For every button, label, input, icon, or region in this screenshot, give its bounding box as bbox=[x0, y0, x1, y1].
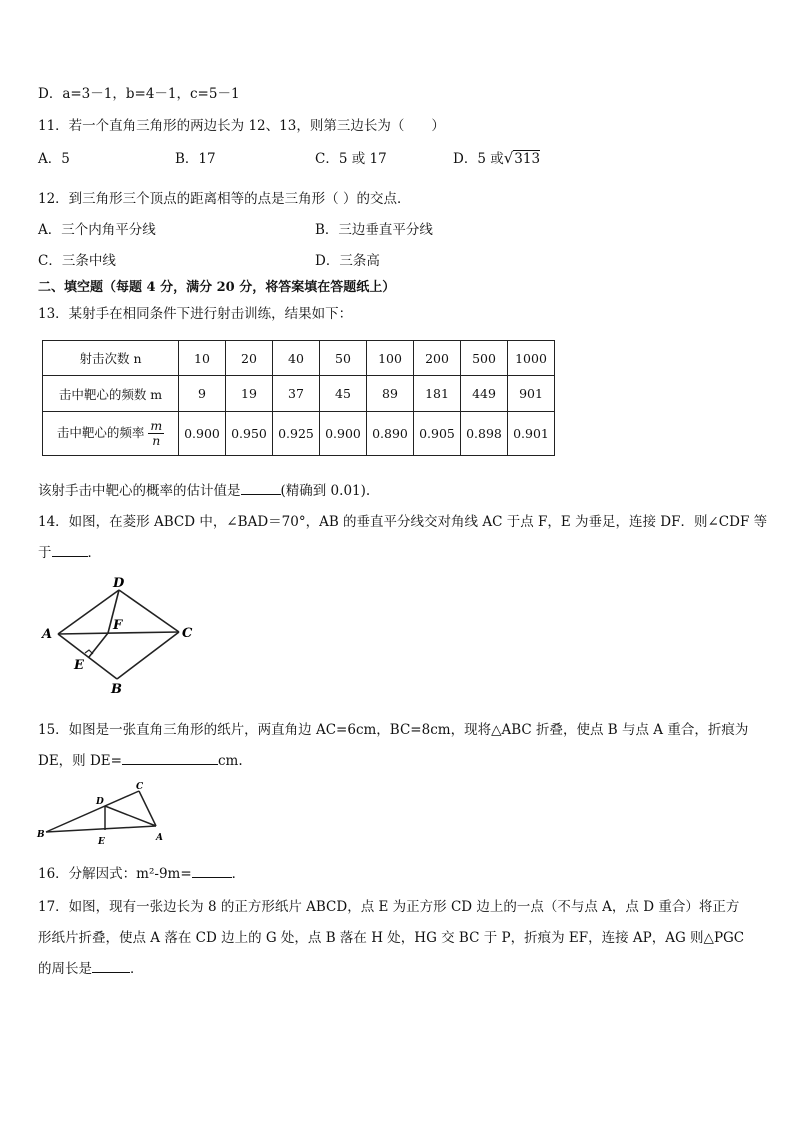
q14-line1: 14．如图，在菱形 ABCD 中，∠BAD＝70°，AB 的垂直平分线交对角线 AC 于点 F，E 为垂足，连接 DF．则∠CDF 等 bbox=[38, 514, 768, 530]
q12-option-d: D．三条高 bbox=[315, 253, 380, 269]
fraction-m-over-n bbox=[148, 419, 164, 448]
label-a: A bbox=[42, 627, 53, 642]
label-b: B bbox=[111, 682, 122, 697]
right-angle-mark bbox=[85, 650, 93, 654]
q11-option-d-label: D．5 或 bbox=[453, 151, 504, 167]
q17-line1: 17．如图，现有一张边长为 8 的正方形纸片 ABCD，点 E 为正方形 CD 边上的一点（不与点 A，点 D 重合）将正方 bbox=[38, 899, 740, 915]
label-e: E bbox=[98, 837, 105, 847]
q13-answer-blank[interactable] bbox=[241, 480, 281, 495]
edge-cb bbox=[117, 632, 179, 679]
table-row bbox=[43, 412, 555, 456]
fraction-numerator: m bbox=[150, 418, 163, 433]
table-cell: 0.900 bbox=[179, 412, 226, 456]
row-label-frequency bbox=[43, 412, 179, 456]
q16-answer-blank[interactable] bbox=[192, 863, 232, 878]
q15-line1: 15．如图是一张直角三角形的纸片，两直角边 AC=6cm，BC=8cm，现将△ABC 折叠，使点 B 与点 A 重合，折痕为 bbox=[38, 722, 749, 738]
table-cell: 45 bbox=[320, 376, 367, 412]
table-cell: 20 bbox=[226, 341, 273, 376]
frequency-table bbox=[42, 340, 555, 456]
table-cell: 89 bbox=[367, 376, 414, 412]
fraction-denominator: n bbox=[152, 433, 161, 448]
q17-line3-post: ． bbox=[130, 961, 144, 977]
q14-line2-pre: 于 bbox=[38, 545, 52, 561]
table-row bbox=[43, 376, 555, 412]
q10-option-d: D．a=3－1，b=4－1，c=5－1 bbox=[38, 86, 240, 102]
q11-option-b: B．17 bbox=[175, 151, 216, 167]
q15-line2-pre: DE，则 DE= bbox=[38, 753, 122, 769]
q17-line3 bbox=[38, 957, 144, 977]
table-cell: 40 bbox=[273, 341, 320, 376]
table-row bbox=[43, 341, 555, 376]
table-cell: 0.925 bbox=[273, 412, 320, 456]
q12-option-c: C．三条中线 bbox=[38, 253, 116, 269]
table-cell: 181 bbox=[414, 376, 461, 412]
triangle-figure bbox=[34, 780, 174, 850]
q13-answer-post: (精确到 0.01). bbox=[280, 483, 371, 499]
table-cell: 0.950 bbox=[226, 412, 273, 456]
table-cell: 200 bbox=[414, 341, 461, 376]
label-d: D bbox=[96, 797, 104, 807]
table-cell: 50 bbox=[320, 341, 367, 376]
q12-stem: 12．到三角形三个顶点的距离相等的点是三角形（ ）的交点． bbox=[38, 191, 411, 207]
label-f: F bbox=[113, 618, 123, 633]
sqrt-sign: √ bbox=[503, 149, 514, 167]
label-d: D bbox=[113, 576, 125, 591]
row-label-m: 击中靶心的频数 m bbox=[43, 376, 179, 412]
q16-post: ． bbox=[231, 866, 246, 882]
label-e: E bbox=[74, 658, 84, 673]
table-cell: 1000 bbox=[508, 341, 555, 376]
table-cell: 9 bbox=[179, 376, 226, 412]
q15-line2-post: cm. bbox=[217, 753, 243, 769]
table-cell: 37 bbox=[273, 376, 320, 412]
label-c: C bbox=[182, 626, 193, 641]
q15-answer-blank[interactable] bbox=[122, 750, 218, 765]
q17-line3-pre: 的周长是 bbox=[38, 961, 92, 977]
table-cell: 0.901 bbox=[508, 412, 555, 456]
label-a: A bbox=[156, 833, 163, 843]
q11-sqrt-value: 313 bbox=[514, 151, 541, 167]
q13-answer-line bbox=[38, 479, 370, 499]
q16-line bbox=[38, 862, 245, 882]
rhombus-figure bbox=[36, 572, 206, 700]
q17-line2: 形纸片折叠，使点 A 落在 CD 边上的 G 处，点 B 落在 H 处，HG 交 BC 于 P，折痕为 EF，连接 AP，AG 则△PGC bbox=[38, 930, 745, 946]
table-cell: 901 bbox=[508, 376, 555, 412]
row-label-frequency-text: 击中靶心的频率 bbox=[56, 425, 145, 440]
table-cell: 0.905 bbox=[414, 412, 461, 456]
edge-ba bbox=[46, 826, 156, 832]
row-label-n: 射击次数 n bbox=[43, 341, 179, 376]
label-b: B bbox=[37, 830, 45, 840]
edge-dc bbox=[119, 590, 179, 632]
table-cell: 500 bbox=[461, 341, 508, 376]
table-cell: 0.890 bbox=[367, 412, 414, 456]
q11-option-a: A．5 bbox=[38, 151, 70, 167]
q14-answer-blank[interactable] bbox=[52, 542, 88, 557]
q16-pre: 16．分解因式：m²-9m= bbox=[38, 866, 192, 882]
edge-bc bbox=[46, 791, 139, 832]
table-cell: 10 bbox=[179, 341, 226, 376]
q11-option-c: C．5 或 17 bbox=[315, 151, 387, 167]
q12-option-a: A．三个内角平分线 bbox=[38, 222, 156, 238]
table-cell: 449 bbox=[461, 376, 508, 412]
q14-line2 bbox=[38, 541, 101, 561]
table-cell: 0.898 bbox=[461, 412, 508, 456]
table-cell: 100 bbox=[367, 341, 414, 376]
table-cell: 0.900 bbox=[320, 412, 367, 456]
q17-answer-blank[interactable] bbox=[92, 958, 130, 973]
q14-line2-post: ． bbox=[87, 545, 101, 561]
section-title: 二、填空题（每题 4 分，满分 20 分，将答案填在答题纸上） bbox=[38, 280, 396, 295]
table-cell: 19 bbox=[226, 376, 273, 412]
label-c: C bbox=[136, 782, 144, 792]
q13-answer-pre: 该射手击中靶心的概率的估计值是 bbox=[38, 483, 241, 499]
q12-option-b: B．三边垂直平分线 bbox=[315, 222, 433, 238]
q15-line2 bbox=[38, 749, 243, 769]
q13-stem: 13．某射手在相同条件下进行射击训练，结果如下： bbox=[38, 306, 353, 322]
edge-ba bbox=[58, 634, 117, 679]
q11-option-d bbox=[453, 147, 540, 167]
q11-stem: 11．若一个直角三角形的两边长为 12、13，则第三边长为（ ） bbox=[38, 118, 445, 134]
